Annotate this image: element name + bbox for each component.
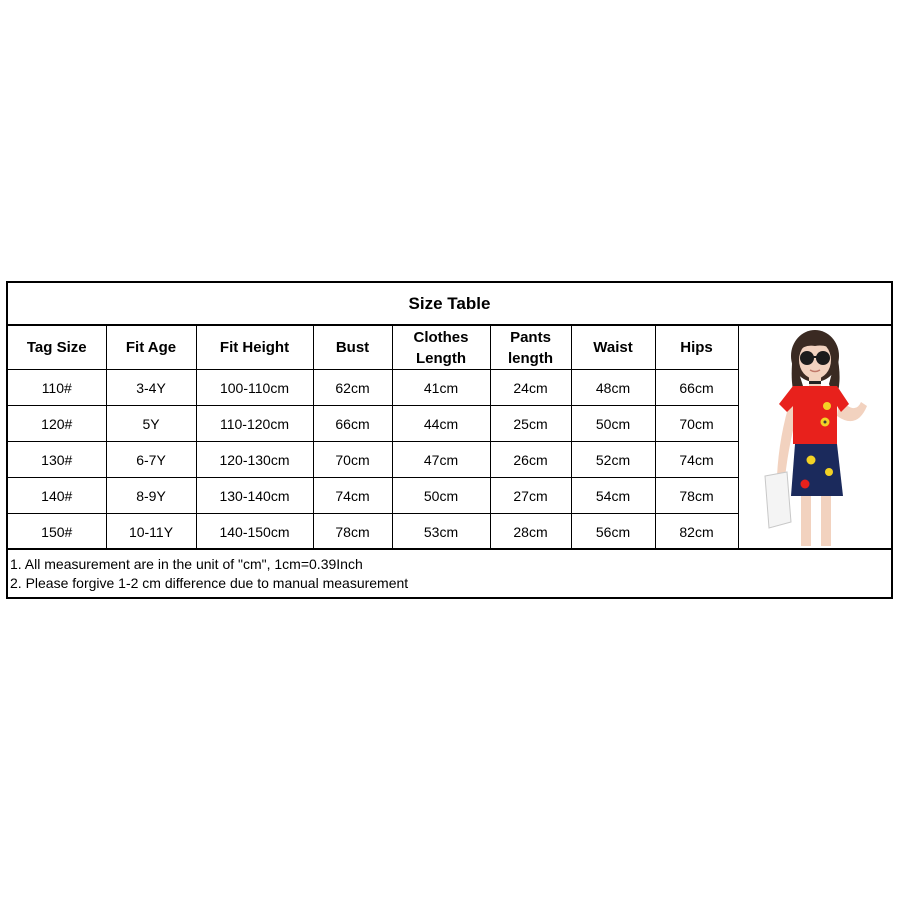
table-row <box>8 478 738 514</box>
cell-fit-age: 10-11Y <box>106 514 196 550</box>
table-row <box>8 514 738 550</box>
girl-model-illustration <box>739 326 890 548</box>
cell-hips: 66cm <box>655 370 738 406</box>
cell-hips: 78cm <box>655 478 738 514</box>
table-row <box>8 370 738 406</box>
cell-clothes-length: 50cm <box>392 478 490 514</box>
cell-fit-age: 3-4Y <box>106 370 196 406</box>
cell-fit-height: 110-120cm <box>196 406 313 442</box>
cell-pants-length: 26cm <box>490 442 571 478</box>
cell-fit-height: 130-140cm <box>196 478 313 514</box>
header-waist: Waist <box>571 326 655 370</box>
cell-tag-size: 110# <box>8 370 106 406</box>
cell-tag-size: 130# <box>8 442 106 478</box>
header-bust: Bust <box>313 326 392 370</box>
cell-tag-size: 140# <box>8 478 106 514</box>
cell-pants-length: 24cm <box>490 370 571 406</box>
note-line: 1. All measurement are in the unit of "cm", 1cm=0.39Inch <box>10 556 363 572</box>
cell-pants-length: 28cm <box>490 514 571 550</box>
cell-fit-age: 8-9Y <box>106 478 196 514</box>
cell-waist: 54cm <box>571 478 655 514</box>
cell-bust: 78cm <box>313 514 392 550</box>
cell-waist: 48cm <box>571 370 655 406</box>
cell-waist: 56cm <box>571 514 655 550</box>
cell-bust: 66cm <box>313 406 392 442</box>
cell-waist: 50cm <box>571 406 655 442</box>
cell-bust: 70cm <box>313 442 392 478</box>
cell-bust: 62cm <box>313 370 392 406</box>
table-title: Size Table <box>8 283 891 326</box>
header-pants-length: Pants length <box>490 326 571 370</box>
header-row <box>8 326 738 370</box>
cell-pants-length: 25cm <box>490 406 571 442</box>
cell-fit-height: 120-130cm <box>196 442 313 478</box>
header-fit-age: Fit Age <box>106 326 196 370</box>
cell-fit-age: 6-7Y <box>106 442 196 478</box>
cell-clothes-length: 41cm <box>392 370 490 406</box>
size-grid <box>8 326 739 549</box>
table-row <box>8 442 738 478</box>
header-tag-size: Tag Size <box>8 326 106 370</box>
table-row <box>8 406 738 442</box>
cell-hips: 70cm <box>655 406 738 442</box>
cell-clothes-length: 44cm <box>392 406 490 442</box>
cell-hips: 82cm <box>655 514 738 550</box>
header-fit-height: Fit Height <box>196 326 313 370</box>
header-clothes-length: Clothes Length <box>392 326 490 370</box>
cell-fit-height: 100-110cm <box>196 370 313 406</box>
cell-hips: 74cm <box>655 442 738 478</box>
cell-clothes-length: 47cm <box>392 442 490 478</box>
cell-tag-size: 120# <box>8 406 106 442</box>
measurement-notes <box>8 548 891 597</box>
note-line: 2. Please forgive 1-2 cm difference due to manual measurement <box>10 575 409 591</box>
cell-fit-height: 140-150cm <box>196 514 313 550</box>
cell-pants-length: 27cm <box>490 478 571 514</box>
size-table <box>6 281 893 599</box>
product-photo <box>738 326 891 548</box>
cell-clothes-length: 53cm <box>392 514 490 550</box>
cell-waist: 52cm <box>571 442 655 478</box>
cell-tag-size: 150# <box>8 514 106 550</box>
header-hips: Hips <box>655 326 738 370</box>
cell-bust: 74cm <box>313 478 392 514</box>
cell-fit-age: 5Y <box>106 406 196 442</box>
